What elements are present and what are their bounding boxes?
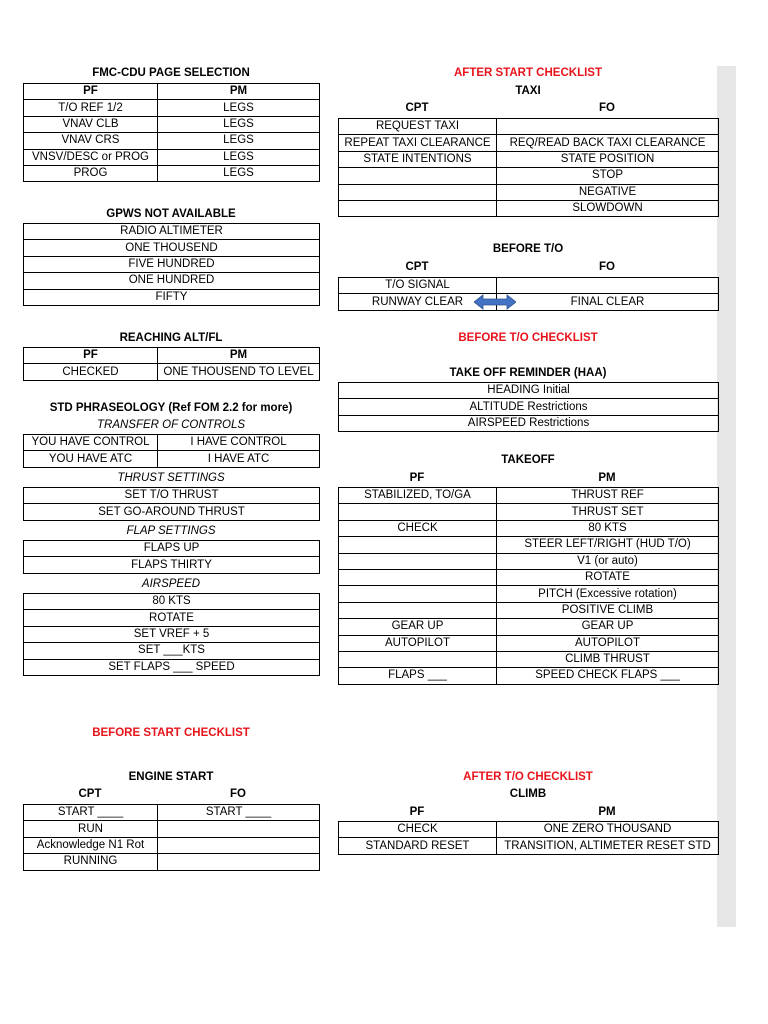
fmc-table (23, 83, 320, 182)
reminder-title: TAKE OFF REMINDER (HAA) (449, 367, 607, 379)
table-row (339, 553, 719, 569)
table-cell (497, 278, 719, 294)
table-cell: TRANSITION, ALTIMETER RESET STD (497, 838, 719, 854)
table-row (24, 289, 320, 305)
table-cell: STANDARD RESET (339, 838, 497, 854)
table-cell: CHECK (339, 520, 497, 536)
table-cell: YOU HAVE ATC (24, 451, 158, 467)
table-row (24, 435, 320, 451)
column-header: PM (598, 472, 616, 484)
table-cell: AUTOPILOT (497, 635, 719, 651)
table-cell: LEGS (158, 165, 320, 181)
table-cell: ONE ZERO THOUSAND (497, 822, 719, 838)
table-row (24, 557, 320, 573)
before-to-checklist-title: BEFORE T/O CHECKLIST (458, 332, 598, 344)
table-cell: I HAVE CONTROL (158, 435, 320, 451)
table-row (24, 165, 320, 181)
table-cell: REQUEST TAXI (339, 119, 497, 135)
table-row (339, 537, 719, 553)
table-cell (339, 586, 497, 602)
taxi-title: TAXI (515, 85, 541, 97)
table-cell: POSITIVE CLIMB (497, 602, 719, 618)
table-cell: RUNWAY CLEAR (339, 294, 497, 310)
transfer-subtitle: TRANSFER OF CONTROLS (96, 419, 246, 431)
table-row (339, 602, 719, 618)
table-row (339, 619, 719, 635)
table-cell: 80 KTS (497, 520, 719, 536)
climb-title: CLIMB (509, 788, 547, 800)
airspeed-table (23, 593, 320, 676)
table-cell: VNAV CRS (24, 133, 158, 149)
table-row (339, 278, 719, 294)
table-cell: Acknowledge N1 Rot (24, 837, 158, 853)
fmc-title: FMC-CDU PAGE SELECTION (92, 67, 250, 79)
scrollbar[interactable] (717, 66, 736, 927)
table-cell: LEGS (158, 116, 320, 132)
table-cell: REQ/READ BACK TAXI CLEARANCE (497, 135, 719, 151)
table-cell (158, 837, 320, 853)
table-cell: NEGATIVE (497, 184, 719, 200)
table-row (24, 821, 320, 837)
column-header: CPT (78, 788, 102, 800)
table-row (24, 643, 320, 659)
table-cell (339, 184, 497, 200)
table-cell: STATE INTENTIONS (339, 151, 497, 167)
table-cell: STATE POSITION (497, 151, 719, 167)
table-cell: STEER LEFT/RIGHT (HUD T/O) (497, 537, 719, 553)
table-cell: AIRSPEED Restrictions (339, 415, 719, 431)
table-cell: ONE THOUSEND (24, 240, 320, 256)
table-cell: REPEAT TAXI CLEARANCE (339, 135, 497, 151)
table-cell: HEADING Initial (339, 383, 719, 399)
column-header: CPT (405, 102, 429, 114)
table-row (339, 383, 719, 399)
table-row (24, 133, 320, 149)
table-row (24, 805, 320, 821)
table-cell: ROTATE (497, 569, 719, 585)
table-row (339, 668, 719, 684)
table-cell: SPEED CHECK FLAPS ___ (497, 668, 719, 684)
table-row (24, 659, 320, 675)
table-row (339, 520, 719, 536)
table-cell: VNAV CLB (24, 116, 158, 132)
table-row (339, 569, 719, 585)
reminder-table (338, 382, 719, 432)
table-cell: RUN (24, 821, 158, 837)
table-header-cell: PF (24, 84, 158, 100)
flap-table (23, 540, 320, 574)
table-row (339, 184, 719, 200)
table-cell: GEAR UP (339, 619, 497, 635)
gpws-table (23, 223, 320, 306)
transfer-table (23, 434, 320, 468)
table-row (24, 116, 320, 132)
table-row (339, 504, 719, 520)
table-row (339, 838, 719, 854)
airspeed-subtitle: AIRSPEED (141, 578, 201, 590)
takeoff-table (338, 487, 719, 685)
table-header-cell: PF (24, 348, 158, 364)
table-row (24, 626, 320, 642)
table-header-row (24, 348, 320, 364)
table-cell: THRUST REF (497, 488, 719, 504)
table-row (24, 610, 320, 626)
table-cell (339, 569, 497, 585)
table-cell: FLAPS UP (24, 541, 320, 557)
table-cell: SET ___KTS (24, 643, 320, 659)
table-header-cell: PM (158, 84, 320, 100)
table-row (24, 364, 320, 380)
after-start-checklist-title: AFTER START CHECKLIST (453, 67, 602, 79)
table-cell: V1 (or auto) (497, 553, 719, 569)
table-cell: I HAVE ATC (158, 451, 320, 467)
gpws-title: GPWS NOT AVAILABLE (106, 208, 236, 220)
std-title: STD PHRASEOLOGY (Ref FOM 2.2 for more) (49, 402, 293, 414)
thrust-subtitle: THRUST SETTINGS (117, 472, 225, 484)
table-cell: ONE HUNDRED (24, 273, 320, 289)
table-cell (339, 537, 497, 553)
table-cell: STABILIZED, TO/GA (339, 488, 497, 504)
table-row (339, 168, 719, 184)
table-cell: START ____ (24, 805, 158, 821)
table-row (339, 822, 719, 838)
table-row (339, 415, 719, 431)
table-cell: FINAL CLEAR (497, 294, 719, 310)
engine-start-header (23, 787, 319, 801)
after-to-checklist-title: AFTER T/O CHECKLIST (463, 771, 593, 783)
climb-header (338, 805, 718, 819)
before-to-table (338, 277, 719, 311)
table-cell: ONE THOUSEND TO LEVEL (158, 364, 320, 380)
table-cell: ALTITUDE Restrictions (339, 399, 719, 415)
table-cell: VNSV/DESC or PROG (24, 149, 158, 165)
table-cell: RUNNING (24, 854, 158, 870)
table-cell: ROTATE (24, 610, 320, 626)
table-cell: AUTOPILOT (339, 635, 497, 651)
table-cell: CHECKED (24, 364, 158, 380)
column-header: CPT (405, 261, 429, 273)
engine-start-title: ENGINE START (128, 771, 214, 783)
table-row (24, 504, 320, 520)
table-cell: YOU HAVE CONTROL (24, 435, 158, 451)
table-cell (158, 854, 320, 870)
table-row (339, 119, 719, 135)
column-header: FO (599, 102, 615, 114)
table-row (24, 273, 320, 289)
engine-start-table (23, 804, 320, 871)
table-row (339, 151, 719, 167)
table-cell: GEAR UP (497, 619, 719, 635)
table-cell: FIFTY (24, 289, 320, 305)
table-cell: SLOWDOWN (497, 200, 719, 216)
taxi-table (338, 118, 719, 217)
table-row (24, 837, 320, 853)
table-cell: THRUST SET (497, 504, 719, 520)
table-row (339, 586, 719, 602)
table-cell (339, 553, 497, 569)
table-row (24, 240, 320, 256)
column-header: PF (409, 472, 425, 484)
table-row (24, 149, 320, 165)
before-to-title: BEFORE T/O (492, 243, 564, 255)
table-row (339, 200, 719, 216)
table-cell: SET VREF + 5 (24, 626, 320, 642)
table-row (24, 451, 320, 467)
table-header-row (24, 84, 320, 100)
table-cell: CLIMB THRUST (497, 651, 719, 667)
table-cell: PROG (24, 165, 158, 181)
table-cell (339, 602, 497, 618)
before-start-checklist-title: BEFORE START CHECKLIST (92, 727, 250, 739)
table-row (339, 488, 719, 504)
table-cell (158, 821, 320, 837)
table-cell: LEGS (158, 100, 320, 116)
table-row (24, 224, 320, 240)
climb-table (338, 821, 719, 855)
table-row (24, 256, 320, 272)
column-header: FO (599, 261, 615, 273)
table-cell: LEGS (158, 133, 320, 149)
table-cell: PITCH (Excessive rotation) (497, 586, 719, 602)
table-cell: FLAPS ___ (339, 668, 497, 684)
takeoff-header (338, 471, 718, 485)
table-cell: RADIO ALTIMETER (24, 224, 320, 240)
table-row (339, 635, 719, 651)
table-row (24, 541, 320, 557)
table-cell (339, 504, 497, 520)
table-cell: CHECK (339, 822, 497, 838)
double-arrow-icon (474, 294, 516, 310)
column-header: PM (598, 806, 616, 818)
table-row (24, 854, 320, 870)
reaching-title: REACHING ALT/FL (119, 332, 223, 344)
table-cell: SET GO-AROUND THRUST (24, 504, 320, 520)
table-cell: FIVE HUNDRED (24, 256, 320, 272)
table-header-cell: PM (158, 348, 320, 364)
table-cell (497, 119, 719, 135)
table-cell: T/O REF 1/2 (24, 100, 158, 116)
table-cell: 80 KTS (24, 594, 320, 610)
table-cell: LEGS (158, 149, 320, 165)
table-row (24, 594, 320, 610)
table-cell: FLAPS THIRTY (24, 557, 320, 573)
table-cell (339, 168, 497, 184)
column-header: PF (409, 806, 425, 818)
table-row (339, 651, 719, 667)
table-cell: SET FLAPS ___ SPEED (24, 659, 320, 675)
table-row (339, 294, 719, 310)
table-cell: T/O SIGNAL (339, 278, 497, 294)
table-cell (339, 651, 497, 667)
thrust-table (23, 487, 320, 521)
table-cell: STOP (497, 168, 719, 184)
table-row (24, 100, 320, 116)
column-header: FO (230, 788, 246, 800)
table-row (339, 399, 719, 415)
takeoff-title: TAKEOFF (501, 454, 555, 466)
table-cell (339, 200, 497, 216)
reaching-table (23, 347, 320, 381)
before-to-header (338, 260, 718, 274)
table-row (24, 488, 320, 504)
taxi-header (338, 101, 718, 115)
table-cell: SET T/O THRUST (24, 488, 320, 504)
table-cell: START ____ (158, 805, 320, 821)
flap-subtitle: FLAP SETTINGS (126, 525, 216, 537)
table-row (339, 135, 719, 151)
